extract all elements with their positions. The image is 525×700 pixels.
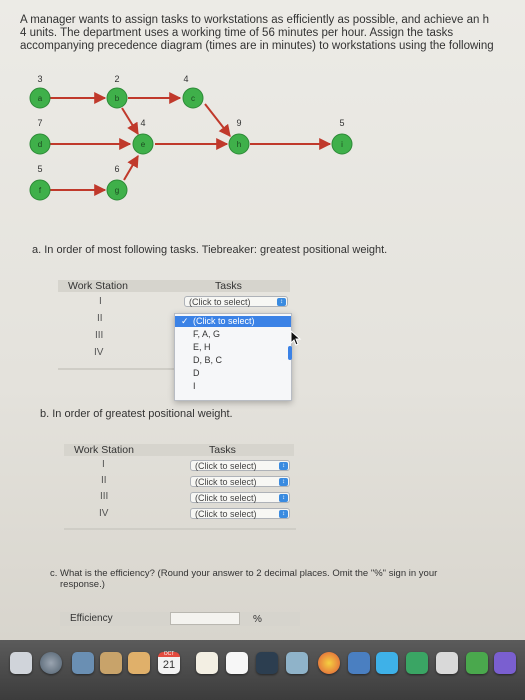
select-label: (Click to select) bbox=[195, 493, 257, 503]
finder-icon[interactable] bbox=[10, 652, 32, 674]
station-b-2: II bbox=[101, 475, 107, 486]
contacts-icon[interactable] bbox=[100, 652, 122, 674]
messages-icon[interactable] bbox=[348, 652, 370, 674]
calendar-month: OCT bbox=[163, 651, 175, 657]
question-c bbox=[50, 568, 437, 590]
svg-text:h: h bbox=[236, 140, 242, 149]
svg-text:e: e bbox=[140, 140, 146, 149]
dropdown-option[interactable]: E, H bbox=[193, 342, 211, 352]
table-b-divider bbox=[64, 528, 296, 530]
svg-text:6: 6 bbox=[114, 164, 120, 174]
select-b-station-3[interactable] bbox=[190, 492, 290, 503]
itunes-icon[interactable] bbox=[406, 652, 428, 674]
select-a-station-1[interactable] bbox=[184, 296, 288, 307]
question-a: a. In order of most following tasks. Tiebreaker: greatest positional weight. bbox=[32, 244, 388, 256]
precedence-diagram bbox=[0, 66, 525, 216]
calendar-day: 21 bbox=[162, 659, 176, 671]
select-label: (Click to select) bbox=[195, 461, 257, 471]
station-a-4: IV bbox=[94, 347, 104, 358]
reminders-icon[interactable] bbox=[226, 652, 248, 674]
select-b-station-4[interactable] bbox=[190, 508, 290, 519]
edge-b-e bbox=[122, 108, 138, 134]
node-d bbox=[30, 118, 50, 154]
dropdown-scroll-indicator[interactable] bbox=[288, 346, 292, 360]
svg-text:5: 5 bbox=[37, 164, 43, 174]
dropdown-option[interactable]: D bbox=[193, 368, 200, 378]
station-b-3: III bbox=[100, 491, 109, 502]
updown-icon: ↕ bbox=[279, 478, 288, 486]
select-b-station-2[interactable] bbox=[190, 476, 290, 487]
table-a-col-station: Work Station bbox=[68, 280, 128, 292]
station-b-1: I bbox=[102, 459, 105, 470]
pages-icon[interactable] bbox=[436, 652, 458, 674]
svg-text:9: 9 bbox=[236, 118, 242, 128]
svg-text:i: i bbox=[341, 140, 343, 149]
svg-text:5: 5 bbox=[339, 118, 345, 128]
problem-intro bbox=[20, 14, 525, 53]
node-f bbox=[30, 164, 50, 200]
node-e bbox=[133, 118, 153, 154]
notes-icon[interactable] bbox=[128, 652, 150, 674]
question-c-line-1: c. What is the efficiency? (Round your answer to 2 decimal places. Omit the "%" sign in your bbox=[50, 568, 438, 579]
intro-line-1: A manager wants to assign tasks to workstations as efficiently as possible, and achieve an h bbox=[20, 14, 489, 26]
efficiency-input[interactable] bbox=[170, 612, 240, 625]
dropdown-option[interactable]: D, B, C bbox=[193, 355, 223, 365]
mouse-cursor-icon bbox=[290, 330, 302, 346]
preview-icon[interactable] bbox=[286, 652, 308, 674]
facetime-icon[interactable] bbox=[376, 652, 398, 674]
edge-c-h bbox=[205, 104, 230, 136]
calendar-icon[interactable] bbox=[158, 652, 180, 674]
node-b bbox=[107, 74, 127, 108]
svg-text:7: 7 bbox=[37, 118, 43, 128]
table-b bbox=[64, 444, 304, 534]
node-g bbox=[107, 164, 127, 200]
keynote-icon[interactable] bbox=[256, 652, 278, 674]
notepad-icon[interactable] bbox=[196, 652, 218, 674]
select-label: (Click to select) bbox=[195, 509, 257, 519]
efficiency-label: Efficiency bbox=[70, 613, 113, 624]
launchpad-icon[interactable] bbox=[40, 652, 62, 674]
numbers-icon[interactable] bbox=[466, 652, 488, 674]
svg-text:c: c bbox=[191, 94, 195, 103]
intro-line-3: accompanying precedence diagram (times are in minutes) to workstations using the following bbox=[20, 40, 494, 52]
station-a-3: III bbox=[95, 330, 104, 341]
node-c bbox=[183, 74, 203, 108]
photos-icon[interactable] bbox=[318, 652, 340, 674]
mail-icon[interactable] bbox=[72, 652, 94, 674]
svg-text:2: 2 bbox=[114, 74, 120, 84]
dropdown-option[interactable]: ✓ (Click to select) bbox=[175, 316, 291, 327]
updown-icon: ↕ bbox=[279, 462, 288, 470]
node-h bbox=[229, 118, 249, 154]
updown-icon: ↕ bbox=[277, 298, 286, 306]
dropdown-option[interactable]: F, A, G bbox=[193, 329, 221, 339]
select-a-station-1-label: (Click to select) bbox=[189, 297, 251, 307]
dropdown-option[interactable]: I bbox=[193, 381, 196, 391]
node-a bbox=[30, 74, 50, 108]
edge-g-e bbox=[124, 156, 138, 180]
question-c-line-2: response.) bbox=[60, 579, 105, 590]
select-label: (Click to select) bbox=[195, 477, 257, 487]
station-a-1: I bbox=[99, 296, 102, 307]
station-b-4: IV bbox=[99, 508, 109, 519]
svg-text:g: g bbox=[114, 186, 120, 195]
app-store-icon[interactable] bbox=[494, 652, 516, 674]
svg-text:4: 4 bbox=[140, 118, 146, 128]
checkmark-icon: ✓ bbox=[181, 316, 189, 326]
updown-icon: ↕ bbox=[279, 494, 288, 502]
question-b: b. In order of greatest positional weight. bbox=[40, 408, 233, 420]
svg-text:3: 3 bbox=[37, 74, 43, 84]
svg-text:a: a bbox=[37, 94, 43, 103]
efficiency-unit: % bbox=[253, 614, 262, 625]
svg-text:b: b bbox=[114, 94, 120, 103]
node-i bbox=[332, 118, 352, 154]
updown-icon: ↕ bbox=[279, 510, 288, 518]
svg-text:f: f bbox=[38, 186, 42, 195]
intro-line-2: 4 units. The department uses a working time of 56 minutes per hour. Assign the tasks bbox=[20, 27, 454, 39]
svg-text:4: 4 bbox=[183, 74, 189, 84]
select-b-station-1[interactable] bbox=[190, 460, 290, 471]
table-b-col-station: Work Station bbox=[74, 444, 134, 456]
station-a-2: II bbox=[97, 313, 103, 324]
table-a-col-tasks: Tasks bbox=[215, 280, 242, 292]
svg-text:d: d bbox=[37, 140, 43, 149]
table-b-col-tasks: Tasks bbox=[209, 444, 236, 456]
task-dropdown-menu[interactable] bbox=[174, 313, 292, 401]
